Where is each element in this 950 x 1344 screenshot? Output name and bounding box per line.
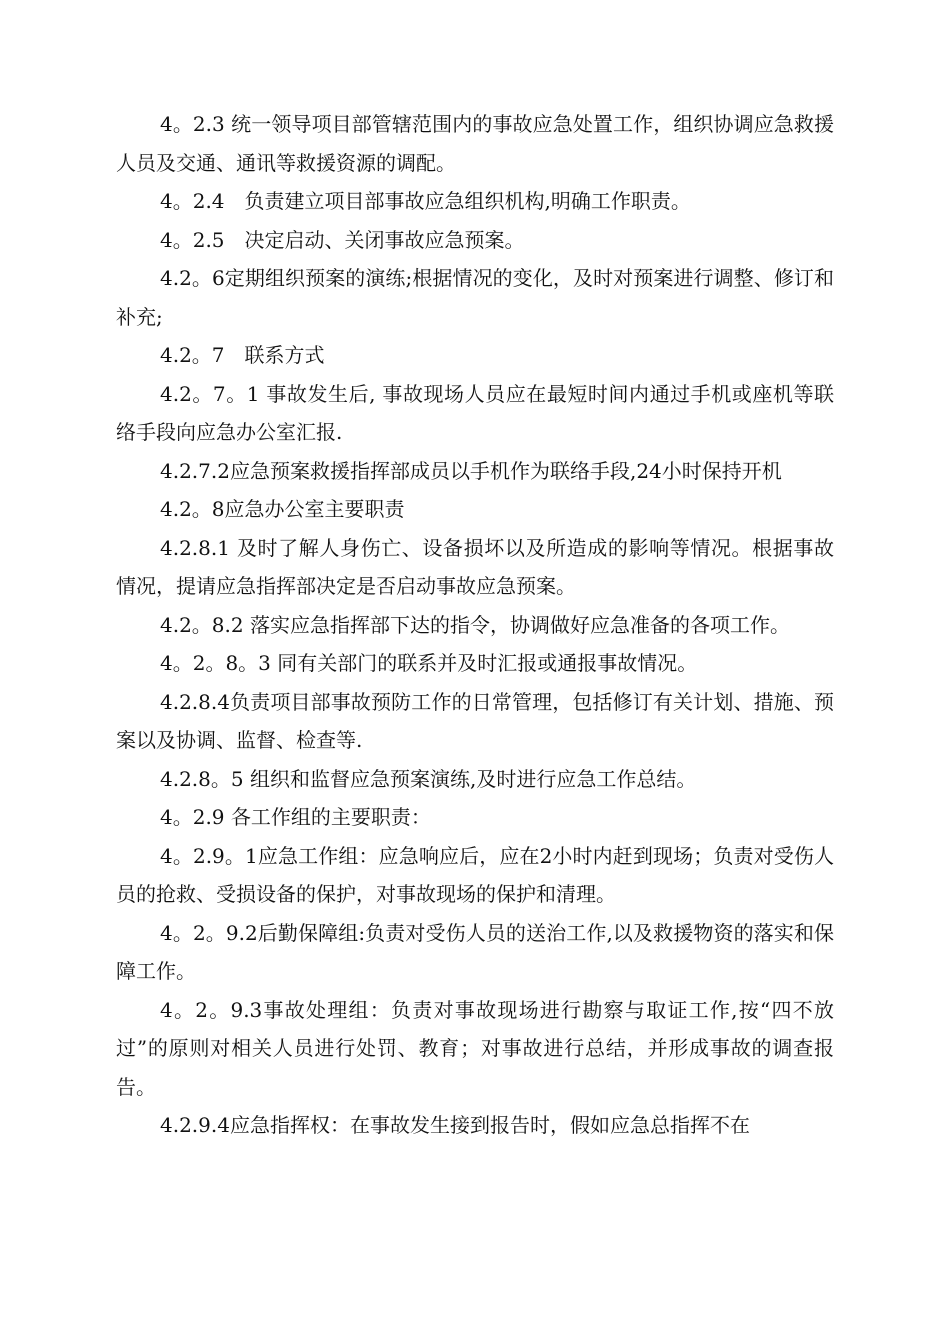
- paragraph-4-2-8: 4.2。8应急办公室主要职责: [160, 497, 405, 521]
- paragraph-4-2-9-2: 4。2。9.2后勤保障组:负责对受伤人员的送治工作,以及救援物资的落实和保障工作。: [116, 920, 834, 983]
- paragraph-4-2-9-1: 4。2.9。1应急工作组：应急响应后，应在2小时内赶到现场；负责对受伤人员的抢救、受损设备的保护，对事故现场的保护和清理。: [116, 843, 834, 906]
- paragraph-4-2-9-3: 4。2。9.3事故处理组：负责对事故现场进行勘察与取证工作,按“四不放过”的原则对相关人员进行处罚、教育；对事故进行总结，并形成事故的调查报告。: [116, 997, 834, 1099]
- paragraph-4-2-3: 4。2.3 统一领导项目部管辖范围内的事故应急处置工作，组织协调应急救援人员及交通、通讯等救援资源的调配。: [116, 112, 834, 175]
- paragraph-4-2-9-4: 4.2.9.4应急指挥权：在事故发生接到报告时，假如应急总指挥不在: [160, 1113, 750, 1137]
- paragraph-4-2-7-1: 4.2。7。1 事故发生后, 事故现场人员应在最短时间内通过手机或座机等联络手段向应急办公室汇报.: [116, 381, 834, 444]
- paragraph-4-2-5: 4。2.5 决定启动、关闭事故应急预案。: [160, 227, 525, 252]
- paragraph-4-2-7: 4.2。7 联系方式: [160, 343, 325, 367]
- paragraph-4-2-4: 4。2.4 负责建立项目部事故应急组织机构,明确工作职责。: [160, 189, 691, 213]
- paragraph-4-2-9: 4。2.9 各工作组的主要职责：: [160, 805, 431, 829]
- paragraph-4-2-7-2: 4.2.7.2应急预案救援指挥部成员以手机作为联络手段,24小时保持开机: [160, 458, 782, 483]
- paragraph-4-2-8-4: 4.2.8.4负责项目部事故预防工作的日常管理，包括修订有关计划、措施、预案以及协调、监督、检查等.: [116, 689, 834, 752]
- paragraph-4-2-8-2: 4.2。8.2 落实应急指挥部下达的指令，协调做好应急准备的各项工作。: [160, 612, 790, 637]
- document-body: [116, 105, 834, 1145]
- paragraph-4-2-8-5: 4.2.8。5 组织和监督应急预案演练,及时进行应急工作总结。: [160, 766, 697, 791]
- paragraph-4-2-6: 4.2。6定期组织预案的演练;根据情况的变化，及时对预案进行调整、修订和补充;: [116, 266, 834, 329]
- paragraph-4-2-8-3: 4。2。8。3 同有关部门的联系并及时汇报或通报事故情况。: [160, 651, 698, 675]
- paragraph-4-2-8-1: 4.2.8.1 及时了解人身伤亡、设备损坏以及所造成的影响等情况。根据事故情况，提请应急指挥部决定是否启动事故应急预案。: [116, 535, 834, 598]
